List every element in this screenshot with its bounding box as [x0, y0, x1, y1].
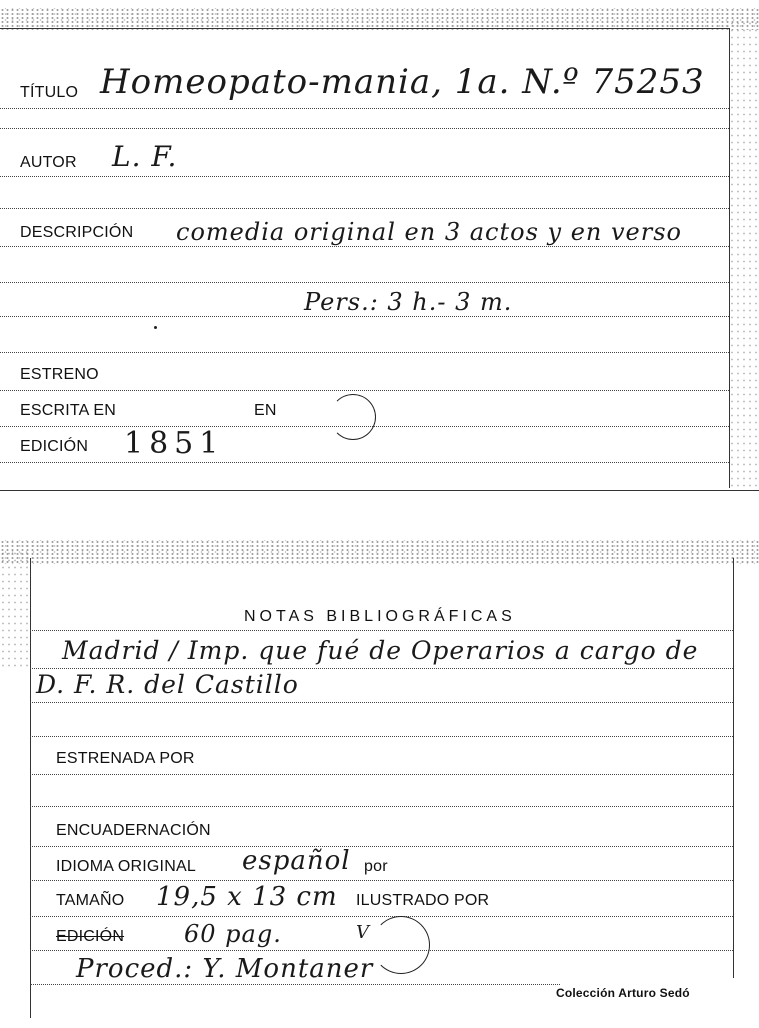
- rule: [30, 984, 560, 985]
- ilustrado-label: ILUSTRADO POR: [356, 892, 490, 909]
- descripcion-label: DESCRIPCIÓN: [20, 224, 134, 241]
- rule: [0, 282, 729, 283]
- card-right-border: [729, 28, 730, 488]
- autor-label: AUTOR: [20, 154, 77, 171]
- rule: [30, 736, 733, 737]
- rule: [0, 462, 729, 463]
- tamano-value: 19,5 x 13 cm: [156, 882, 338, 912]
- rule: [30, 916, 733, 917]
- rule: [0, 128, 729, 129]
- rule: [30, 950, 733, 951]
- autor-value: L. F.: [112, 140, 178, 173]
- notas-heading: NOTAS BIBLIOGRÁFICAS: [244, 608, 516, 625]
- card-left-border: [30, 558, 31, 1018]
- notas-line-2: D. F. R. del Castillo: [36, 670, 299, 699]
- rule: [0, 316, 729, 317]
- rule: [30, 880, 733, 881]
- rule: [0, 390, 729, 391]
- v-mark: V: [356, 922, 370, 943]
- rule: [30, 702, 733, 703]
- rule: [0, 352, 729, 353]
- rule: [30, 806, 733, 807]
- rule: [30, 774, 733, 775]
- titulo-label: TÍTULO: [20, 84, 79, 101]
- encuadernacion-label: ENCUADERNACIÓN: [56, 822, 211, 839]
- estreno-label: ESTRENO: [20, 366, 99, 383]
- edicion-label: EDICIÓN: [20, 438, 89, 455]
- torn-edge-top: [0, 540, 759, 564]
- idioma-value: español: [242, 846, 351, 876]
- edicion-value: 1851: [124, 426, 225, 461]
- ink-dot: [154, 326, 157, 329]
- rule: [30, 630, 733, 631]
- notas-line-1: Madrid / Imp. que fué de Operarios a cargo de: [62, 636, 699, 665]
- descripcion-value-2: Pers.: 3 h.- 3 m.: [304, 288, 513, 316]
- escrita-en-label: ESCRITA EN: [20, 402, 116, 419]
- stamp-mark: [372, 916, 430, 974]
- coleccion-label: Colección Arturo Sedó: [556, 986, 690, 1000]
- torn-edge-top: [0, 8, 759, 30]
- descripcion-value: comedia original en 3 actos y en verso: [176, 218, 682, 246]
- proced-value: Proced.: Y. Montaner: [76, 954, 374, 984]
- rule: [30, 846, 733, 847]
- catalog-card-top: [0, 0, 759, 495]
- edicion-value: 60 pag.: [184, 920, 282, 948]
- rule: [0, 108, 729, 109]
- rule: [30, 668, 733, 669]
- card-right-border: [733, 558, 734, 978]
- edicion-label: EDICIÓN: [56, 928, 125, 945]
- stamp-mark: [330, 394, 376, 440]
- card-bottom-border: [0, 490, 759, 491]
- rule: [0, 208, 729, 209]
- por-label: por: [364, 858, 388, 875]
- edge-speckle: [0, 550, 30, 670]
- tamano-label: TAMAÑO: [56, 892, 125, 909]
- idioma-label: IDIOMA ORIGINAL: [56, 858, 196, 875]
- estrenada-por-label: ESTRENADA POR: [56, 750, 195, 767]
- rule: [0, 246, 729, 247]
- edge-speckle: [729, 20, 759, 490]
- card-top-border: [0, 28, 729, 29]
- catalog-card-bottom: [0, 540, 759, 1028]
- rule: [0, 176, 729, 177]
- en-label: EN: [254, 402, 277, 419]
- titulo-value: Homeopato-mania, 1a. N.º 75253: [100, 62, 705, 102]
